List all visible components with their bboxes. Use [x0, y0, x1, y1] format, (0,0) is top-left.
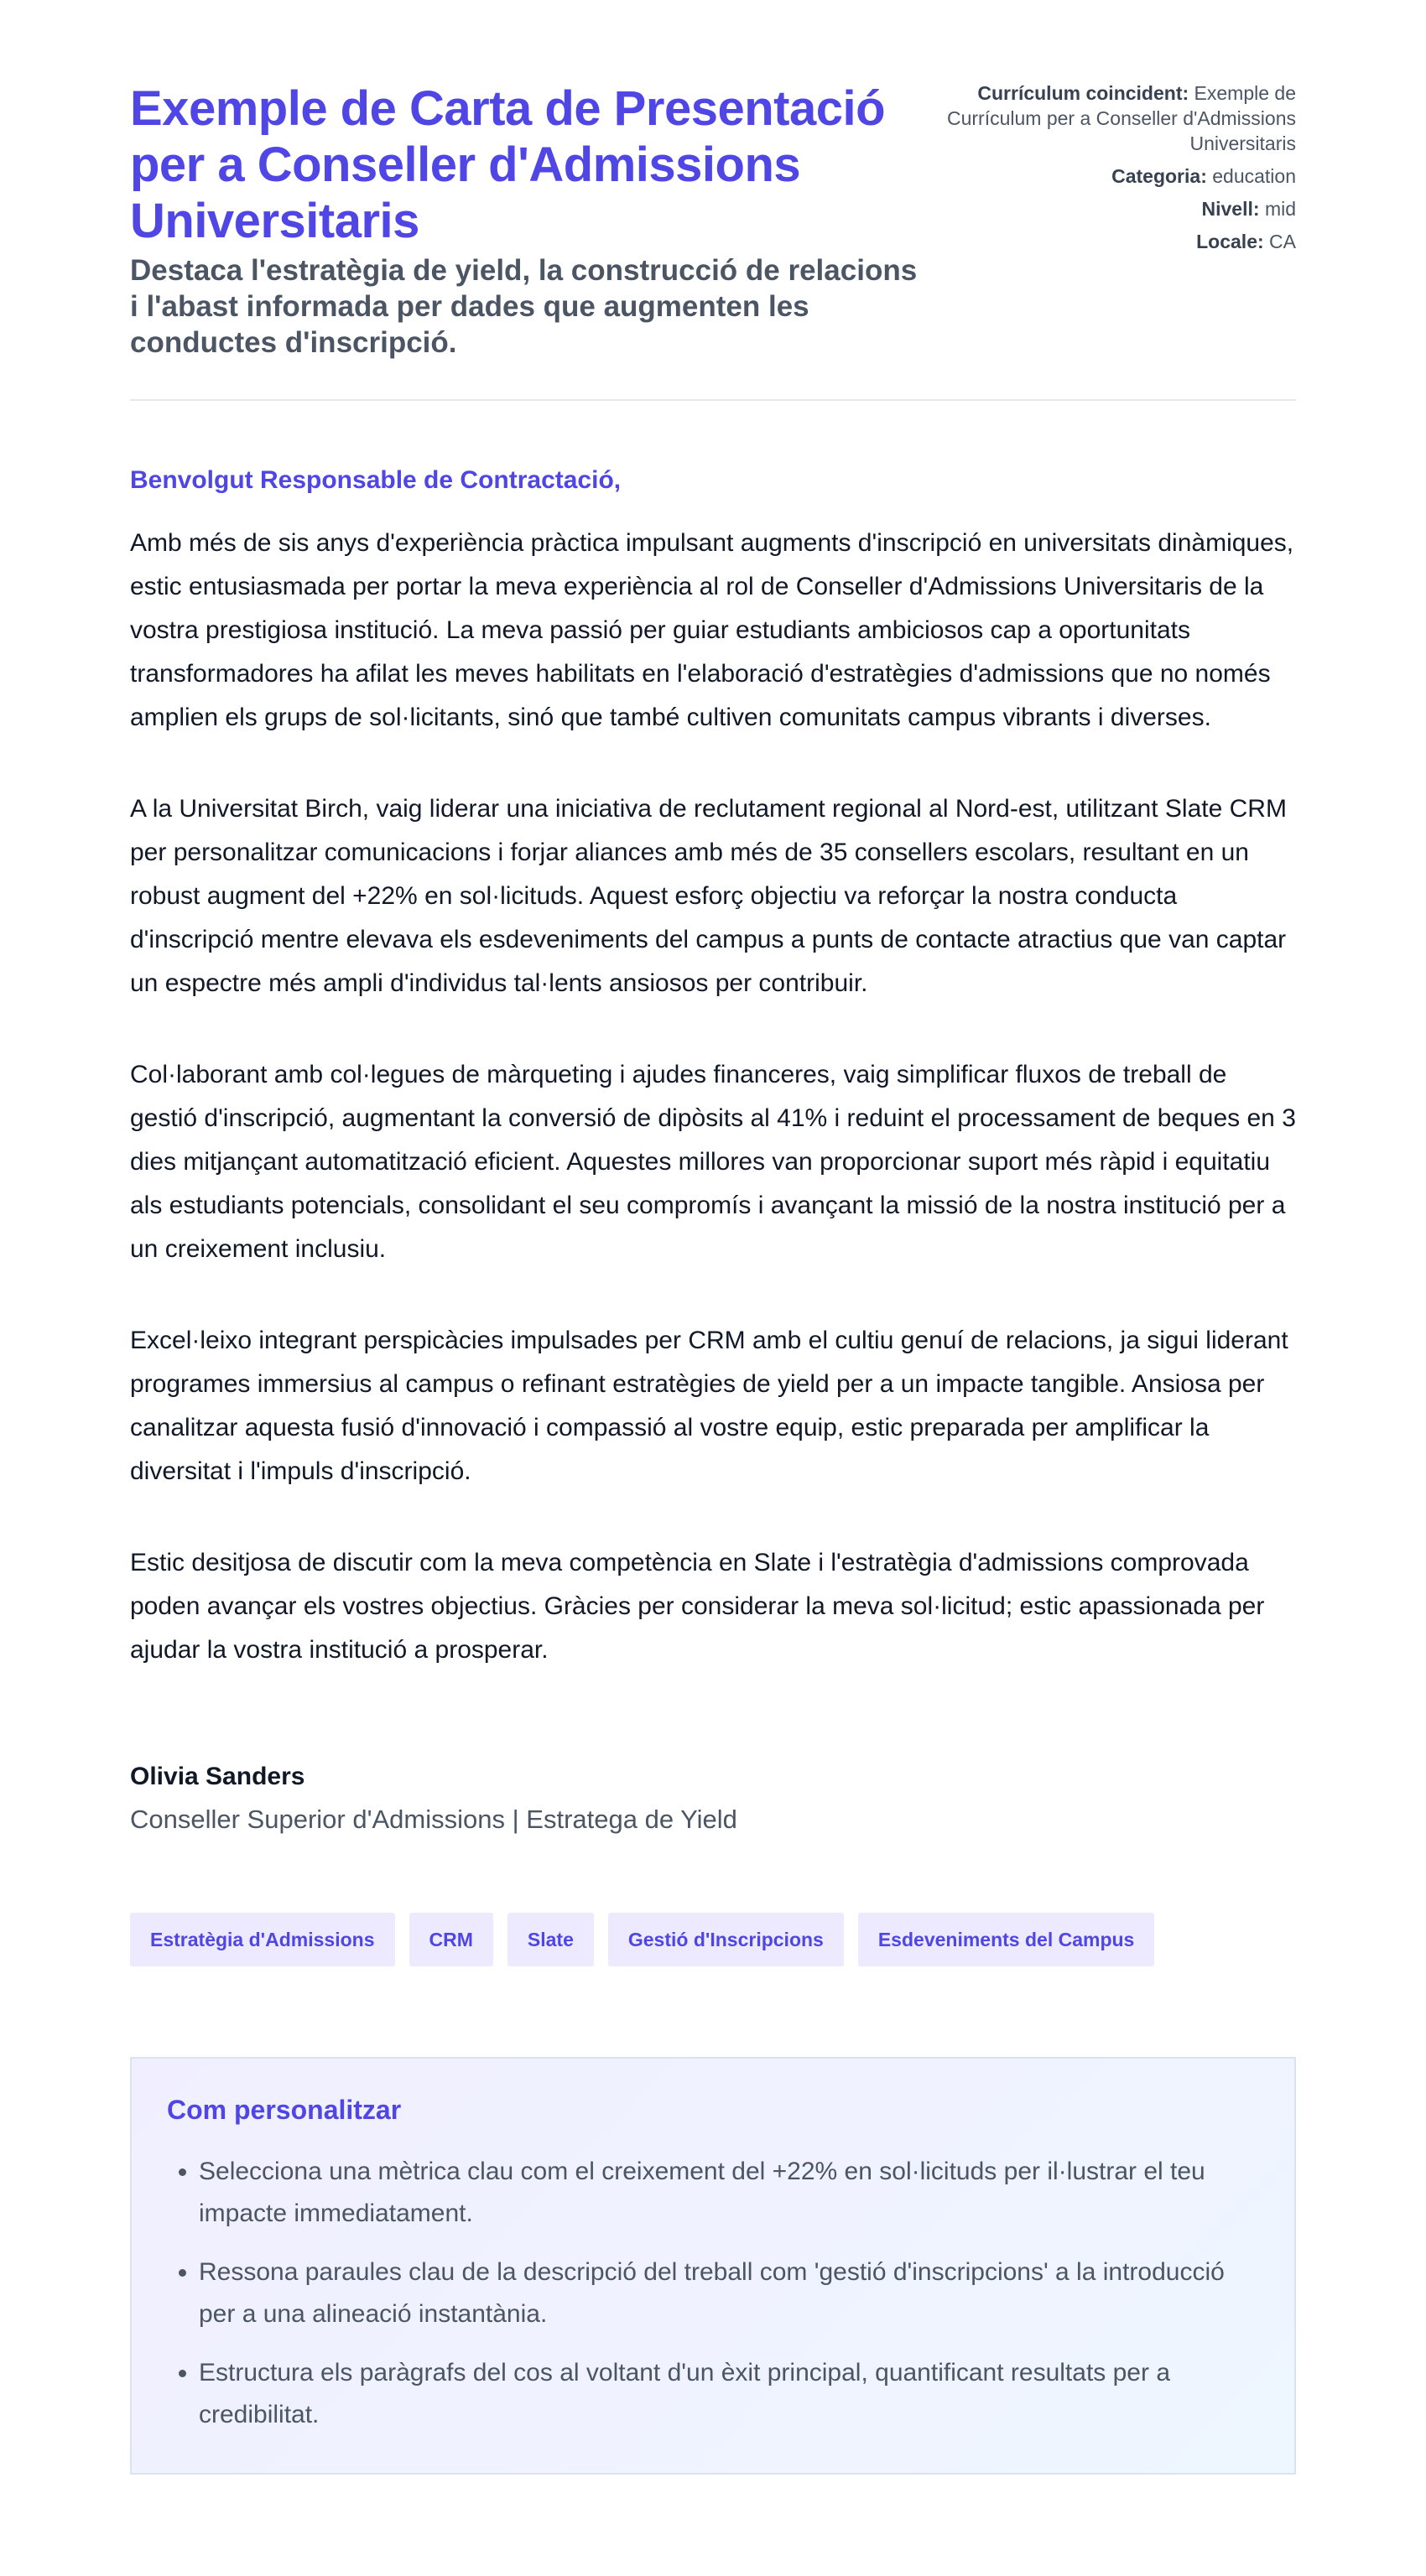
skill-tag: Gestió d'Inscripcions: [608, 1913, 844, 1966]
meta-category: [935, 164, 1296, 189]
page-subtitle: Destaca l'estratègia de yield, la construcció de relacions i l'abast informada per dades que augmenten les conductes d'inscripció.: [130, 254, 918, 359]
tip-item: • Ressona paraules clau de la descripció del treball com 'gestió d'inscripcions' a la introducció per a una alineació instantània.: [199, 2251, 1259, 2335]
letter-paragraph: Col·laborant amb col·legues de màrqueting i ajudes financeres, vaig simplificar fluxos de treball de gestió d'inscripció, augmentant la conversió de dipòsits al 41% i reduint el processament de beques en 3 dies mitjançant automatització eficient. Aquestes millores van proporcionar suport més ràpid i equitatiu als estudiants potencials, consolidant el seu compromís i avançant la missió de la nostra institució per a un creixement inclusiu.: [130, 1061, 1296, 1263]
letter-body: [130, 465, 1296, 1837]
meta-resume-label: Currículum coincident:: [977, 82, 1189, 104]
page-title: Exemple de Carta de Presentació per a Conseller d'Admissions Universitaris: [130, 81, 886, 248]
meta-level-value: mid: [1264, 198, 1296, 220]
meta-matching-resume: [935, 80, 1296, 156]
skill-tags: [130, 1913, 1296, 1966]
tip-item: • Estructura els paràgrafs del cos al voltant d'un èxit principal, quantificant resultats per a credibilitat.: [199, 2352, 1259, 2436]
meta-category-label: Categoria:: [1111, 165, 1207, 187]
meta-resume-value: Exemple de Currículum per a Conseller d'Admissions Universitaris: [947, 82, 1296, 154]
skill-tag: Slate: [507, 1913, 594, 1966]
letter-paragraph: Estic desitjosa de discutir com la meva competència en Slate i l'estratègia d'admissions comprovada poden avançar els vostres objectius. Gràcies per considerar la meva sol·licitud; estic apassionada per ajudar la vostra institució a prosperar.: [130, 1549, 1265, 1664]
skill-tag: Esdeveniments del Campus: [858, 1913, 1155, 1966]
skill-tag: CRM: [409, 1913, 493, 1966]
letter-paragraph: Excel·leixo integrant perspicàcies impulsades per CRM amb el cultiu genuí de relacions, ja sigui liderant programes immersius al campus o refinant estratègies de yield per a un impacte tangible. Ansiosa per canalitzar aquesta fusió d'innovació i compassió al vostre equip, estic preparada per amplificar la diversitat i l'impuls d'inscripció.: [130, 1327, 1288, 1485]
letter-paragraphs: [130, 522, 1296, 1672]
meta-level-label: Nivell:: [1201, 198, 1260, 220]
customization-tips-box: [130, 2057, 1296, 2475]
metadata-panel: [935, 80, 1296, 262]
tips-list: [167, 2151, 1259, 2436]
tip-item: • Selecciona una mètrica clau com el creixement del +22% en sol·licituds per il·lustrar el teu impacte immediatament.: [199, 2151, 1259, 2235]
meta-locale: [935, 229, 1296, 254]
letter-paragraph: Amb més de sis anys d'experiència pràctica impulsant augments d'inscripció en universitats dinàmiques, estic entusiasmada per portar la meva experiència al rol de Conseller d'Admissions Universitaris de la vostra prestigiosa institució. La meva passió per guiar estudiants ambiciosos cap a oportunitats transformadores ha afilat les meves habilitats en l'elaboració d'estratègies d'admissions que no només amplien els grups de sol·licitants, sinó que també cultiven comunitats campus vibrants i diverses.: [130, 529, 1294, 731]
meta-locale-value: CA: [1269, 231, 1296, 252]
meta-category-value: education: [1212, 165, 1296, 187]
letter-paragraph: A la Universitat Birch, vaig liderar una iniciativa de reclutament regional al Nord-est, utilitzant Slate CRM per personalitzar comunicacions i forjar aliances amb més de 35 consellers escolars, resultant en un robust augment del +22% en sol·licituds. Aquest esforç objectiu va reforçar la nostra conducta d'inscripció mentre elevava els esdeveniments del campus a punts de contacte atractius que van captar un espectre més ampli d'individus tal·lents ansiosos per contribuir.: [130, 795, 1287, 997]
meta-locale-label: Locale:: [1196, 231, 1264, 252]
signature-title: Conseller Superior d'Admissions | Estratega de Yield: [130, 1805, 737, 1834]
page-header: [130, 80, 1296, 401]
skill-tag: Estratègia d'Admissions: [130, 1913, 395, 1966]
salutation: Benvolgut Responsable de Contractació,: [130, 466, 622, 494]
signature-name: Olivia Sanders: [130, 1763, 305, 1790]
header-titles: [130, 80, 919, 361]
meta-level: [935, 196, 1296, 221]
tips-title: Com personalitzar: [167, 2095, 402, 2125]
